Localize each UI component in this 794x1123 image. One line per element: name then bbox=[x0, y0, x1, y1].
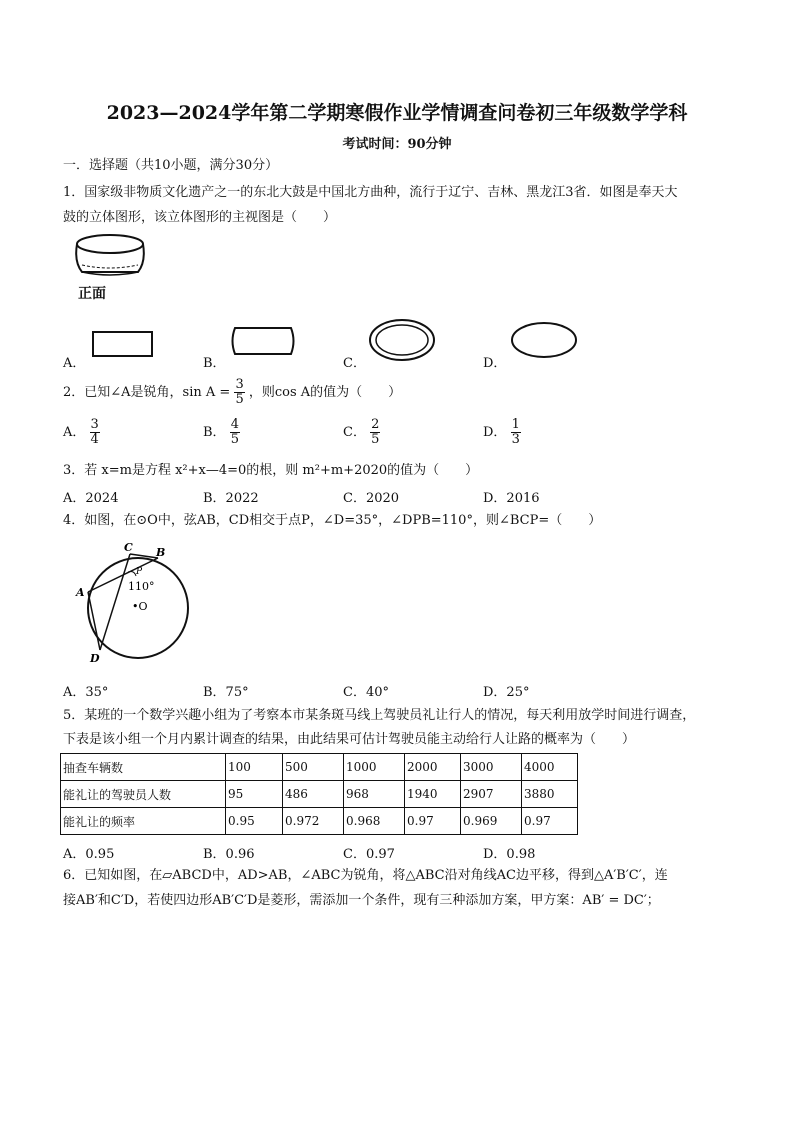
q3-option-b[interactable]: B．2022 bbox=[203, 491, 259, 506]
table-cell: 95 bbox=[226, 781, 283, 808]
point-a-label: A bbox=[76, 586, 85, 599]
q4-option-b[interactable]: B．75° bbox=[203, 685, 249, 700]
q2-option-d-num: 1 bbox=[511, 417, 520, 432]
q6-text-line1: 6．已知如图，在▱ABCD中，AD>AB，∠ABC为锐角，将△ABC沿对角线AC边平移，得到△A′B′C′，连 bbox=[63, 868, 668, 883]
q2-option-a[interactable] bbox=[63, 418, 100, 447]
exam-time: 考试时间：90分钟 bbox=[342, 137, 452, 152]
table-row bbox=[61, 781, 578, 808]
table-cell: 0.969 bbox=[461, 808, 522, 835]
table-cell: 能礼让的驾驶员人数 bbox=[61, 781, 226, 808]
table-row bbox=[61, 808, 578, 835]
q1-text-line1: 1．国家级非物质文化遗产之一的东北大鼓是中国北方曲种，流行于辽宁、吉林、黑龙江3省．如图是奉天大 bbox=[63, 185, 678, 200]
q2-option-a-num: 3 bbox=[90, 417, 99, 432]
q5-option-d[interactable]: D．0.98 bbox=[483, 847, 536, 862]
q1-text-line2: 鼓的立体图形，该立体图形的主视图是（ ） bbox=[63, 210, 337, 225]
table-cell: 抽查车辆数 bbox=[61, 754, 226, 781]
angle-label: 110° bbox=[128, 580, 155, 593]
table-cell: 2907 bbox=[461, 781, 522, 808]
q2-option-c-label: C． bbox=[343, 425, 366, 440]
q5-option-b[interactable]: B．0.96 bbox=[203, 847, 255, 862]
q4-option-a[interactable]: A．35° bbox=[63, 685, 109, 700]
q3-option-a[interactable]: A．2024 bbox=[63, 491, 119, 506]
center-o-label: •O bbox=[132, 600, 148, 613]
q2-fraction bbox=[234, 378, 244, 407]
circle-chords-figure bbox=[70, 540, 195, 665]
point-d-label: D bbox=[90, 652, 100, 665]
page-title: 2023—2024学年第二学期寒假作业学情调查问卷初三年级数学学科 bbox=[106, 102, 688, 124]
table-cell: 2000 bbox=[405, 754, 461, 781]
q5-text-line1: 5．某班的一个数学兴趣小组为了考察本市某条斑马线上驾驶员礼让行人的情况，每天利用放学时间进行调查， bbox=[63, 708, 696, 723]
table-cell: 968 bbox=[344, 781, 405, 808]
point-p-label: P bbox=[136, 567, 143, 577]
q2-text bbox=[63, 378, 401, 407]
table-cell: 1000 bbox=[344, 754, 405, 781]
q1-option-b[interactable]: B． bbox=[203, 356, 226, 371]
q2-option-a-label: A． bbox=[63, 425, 86, 440]
q2-prefix: 2．已知∠A是锐角，sin A = bbox=[63, 385, 231, 400]
q4-option-d[interactable]: D．25° bbox=[483, 685, 530, 700]
table-cell: 100 bbox=[226, 754, 283, 781]
table-row bbox=[61, 754, 578, 781]
q2-option-c-den: 5 bbox=[371, 432, 380, 447]
q1-option-a[interactable]: A． bbox=[63, 356, 86, 371]
point-c-label: C bbox=[124, 541, 133, 554]
table-cell: 0.968 bbox=[344, 808, 405, 835]
front-view-label: 正面 bbox=[78, 286, 106, 302]
q5-option-c[interactable]: C．0.97 bbox=[343, 847, 395, 862]
option-b-rounded-rect bbox=[229, 326, 297, 358]
table-cell: 能礼让的频率 bbox=[61, 808, 226, 835]
q2-option-d[interactable] bbox=[483, 418, 521, 447]
q1-option-c[interactable]: C． bbox=[343, 356, 366, 371]
table-cell: 3880 bbox=[522, 781, 578, 808]
table-cell: 0.972 bbox=[283, 808, 344, 835]
table-cell: 3000 bbox=[461, 754, 522, 781]
q2-option-b-num: 4 bbox=[230, 417, 239, 432]
q2-frac-den: 5 bbox=[235, 392, 244, 407]
table-cell: 0.97 bbox=[522, 808, 578, 835]
q5-option-a[interactable]: A．0.95 bbox=[63, 847, 115, 862]
q4-text: 4．如图，在⊙O中，弦AB，CD相交于点P，∠D=35°，∠DPB=110°，则∠BCP=（ ） bbox=[63, 513, 602, 528]
q2-option-b-label: B． bbox=[203, 425, 226, 440]
q3-text: 3．若 x=m是方程 x²+x—4=0的根，则 m²+m+2020的值为（ ） bbox=[63, 463, 479, 478]
table-cell: 0.95 bbox=[226, 808, 283, 835]
table-cell: 486 bbox=[283, 781, 344, 808]
option-a-rectangle bbox=[92, 330, 154, 360]
q2-option-b-den: 5 bbox=[230, 432, 239, 447]
table-cell: 4000 bbox=[522, 754, 578, 781]
q2-option-c[interactable] bbox=[343, 418, 380, 447]
q3-option-d[interactable]: D．2016 bbox=[483, 491, 540, 506]
option-d-ellipse bbox=[510, 320, 578, 360]
q2-option-d-den: 3 bbox=[511, 432, 520, 447]
q1-option-d[interactable]: D． bbox=[483, 356, 507, 371]
survey-table bbox=[60, 753, 578, 835]
q4-option-c[interactable]: C．40° bbox=[343, 685, 389, 700]
section-heading: 一．选择题（共10小题，满分30分） bbox=[63, 158, 279, 173]
q2-option-c-num: 2 bbox=[371, 417, 380, 432]
table-cell: 0.97 bbox=[405, 808, 461, 835]
table-cell: 500 bbox=[283, 754, 344, 781]
q2-option-a-den: 4 bbox=[90, 432, 99, 447]
q5-text-line2: 下表是该小组一个月内累计调查的结果，由此结果可估计驾驶员能主动给行人让路的概率为（ ） bbox=[63, 732, 636, 747]
table-cell: 1940 bbox=[405, 781, 461, 808]
q2-frac-num: 3 bbox=[235, 377, 244, 392]
point-b-label: B bbox=[156, 546, 166, 559]
q2-option-b[interactable] bbox=[203, 418, 240, 447]
q3-option-c[interactable]: C．2020 bbox=[343, 491, 400, 506]
q6-text-line2: 接AB′和C′D，若使四边形AB′C′D是菱形，需添加一个条件，现有三种添加方案，甲方案：AB′ = DC′； bbox=[63, 893, 660, 908]
option-c-double-ellipse bbox=[368, 318, 436, 362]
q2-option-d-label: D． bbox=[483, 425, 507, 440]
q2-suffix: ，则cos A的值为（ ） bbox=[248, 385, 402, 400]
